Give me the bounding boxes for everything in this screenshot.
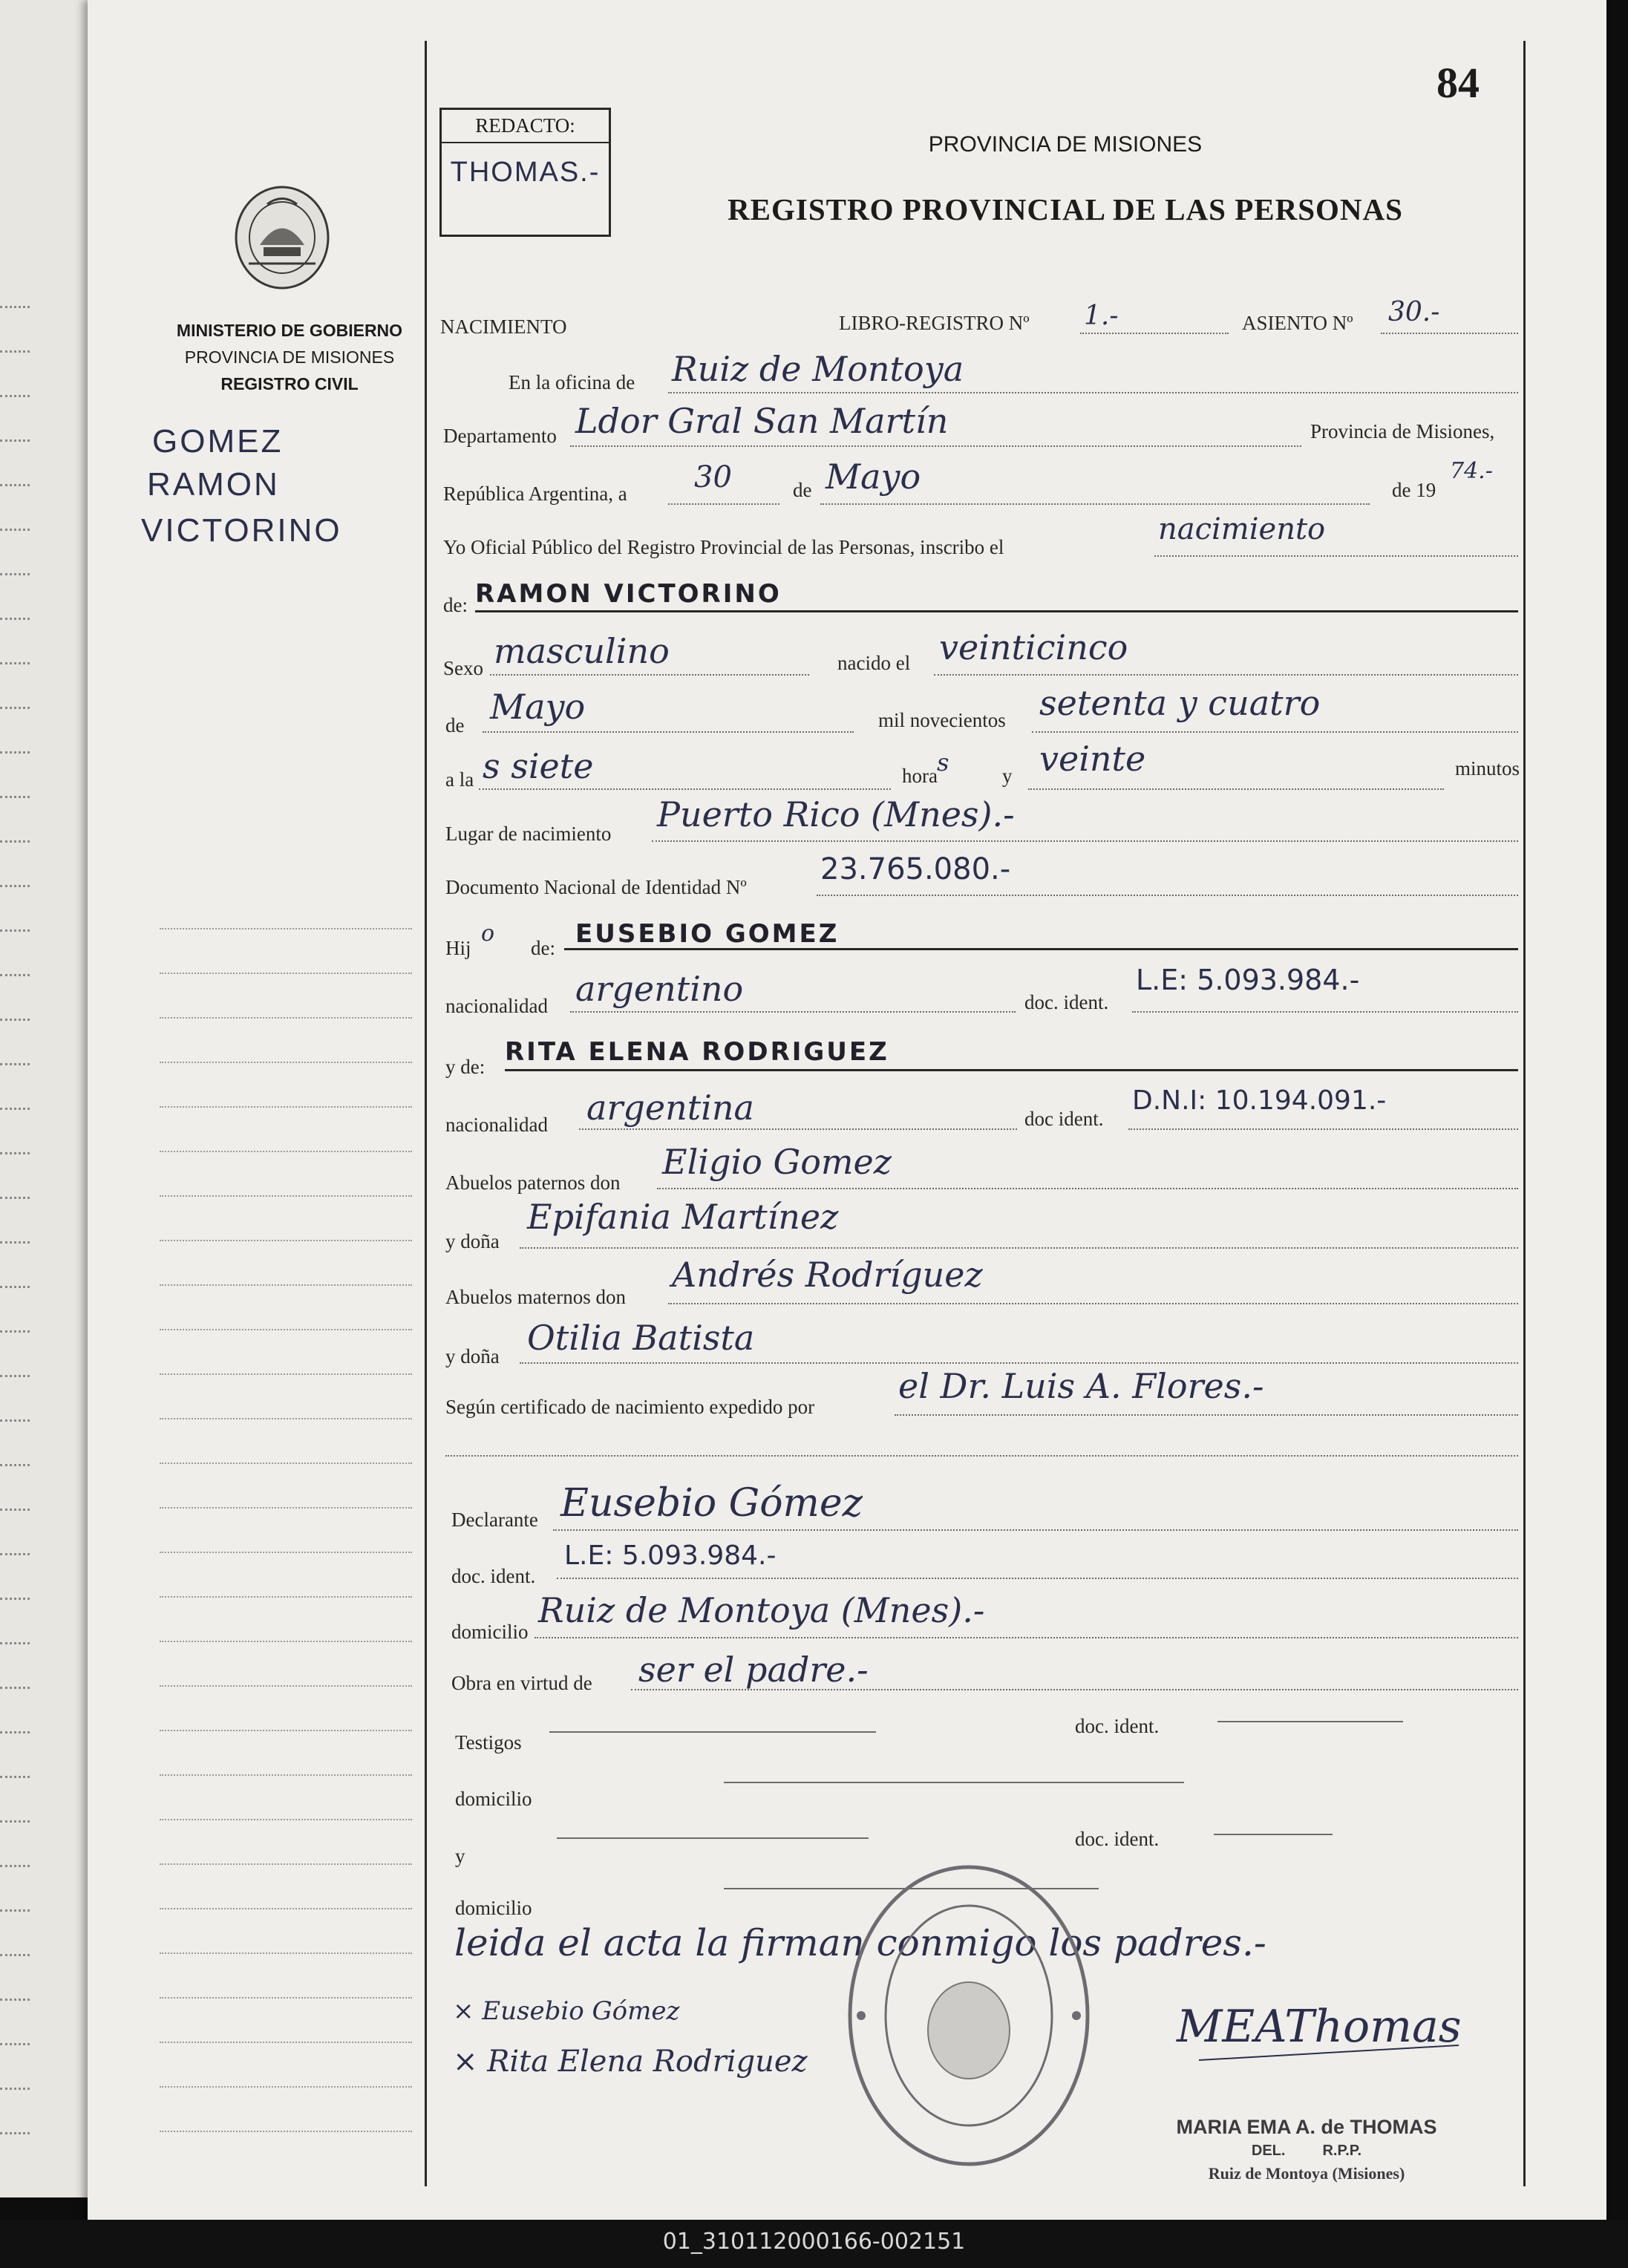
official-place: Ruiz de Montoya (Misiones): [1208, 2164, 1405, 2183]
official-role: DEL. R.P.P.: [1251, 2143, 1362, 2159]
form-right-border: [1523, 41, 1526, 2186]
nombre-line: [475, 610, 1518, 612]
doc1-value: L.E: 5.093.984.-: [1136, 964, 1360, 996]
redacto-box: [439, 108, 611, 237]
mes-line: [820, 503, 1370, 505]
svg-text:× Eusebio Gómez: × Eusebio Gómez: [453, 1996, 680, 2026]
mes2-value: Mayo: [490, 687, 586, 727]
anio-letras-line: [1032, 731, 1518, 733]
certificado-line: [895, 1414, 1518, 1416]
nac2-label: nacionalidad: [445, 1114, 548, 1136]
domicilio2-line: [724, 1782, 1184, 1783]
nac2-value: argentina: [586, 1088, 754, 1128]
asiento-line: [1381, 333, 1518, 334]
father-signature: [453, 1990, 680, 2038]
abuelos-mat-label: Abuelos maternos don: [445, 1286, 626, 1308]
redacto-label: REDACTO:: [442, 114, 609, 143]
ministry-line-1: MINISTERIO DE GOBIERNO: [176, 321, 403, 340]
nac2-line: [579, 1128, 1017, 1130]
oficina-label: En la oficina de: [509, 371, 635, 393]
obra-label: Obra en virtud de: [451, 1672, 592, 1694]
lugar-value: Puerto Rico (Mnes).-: [657, 794, 1015, 834]
oficial-text: Yo Oficial Público del Registro Provincial de las Personas, inscribo el: [443, 536, 1004, 558]
doc5-line: [1214, 1834, 1333, 1835]
libro-line: [1080, 333, 1229, 334]
nac1-line: [570, 1011, 1016, 1013]
declarante-label: Declarante: [451, 1509, 538, 1531]
abuelo-pat-line: [657, 1188, 1518, 1189]
certificado-value: el Dr. Luis A. Flores.-: [898, 1366, 1264, 1406]
doc3-value: L.E: 5.093.984.-: [564, 1540, 777, 1571]
horas-label: hora: [902, 765, 938, 787]
ministry-line-2: PROVINCIA DE MISIONES: [184, 347, 395, 367]
nac1-value: argentino: [575, 969, 744, 1009]
dia-line: [668, 503, 779, 505]
sexo-value: masculino: [494, 631, 670, 671]
departamento-value: Ldor Gral San Martín: [575, 401, 949, 441]
official-signature: [1177, 1990, 1488, 2075]
domicilio2-label: domicilio: [455, 1788, 532, 1810]
de-nombre-label: de:: [443, 594, 468, 616]
ministry-line-3: REGISTRO CIVIL: [220, 374, 359, 393]
hora-value: s siete: [483, 746, 594, 786]
minutos-label: minutos: [1455, 757, 1520, 780]
hijo-label: Hij: [445, 937, 471, 959]
oficina-line: [668, 392, 1518, 393]
dni-value: 23.765.080.-: [820, 852, 1011, 886]
official-name: MARIA EMA A. de THOMAS: [1176, 2116, 1437, 2138]
abuelo-pat-value: Eligio Gomez: [662, 1142, 892, 1182]
leida-note: leida el acta la firman conmigo los padres.-: [454, 1921, 1266, 1964]
lugar-label: Lugar de nacimiento: [445, 823, 612, 845]
doc5-label: doc. ident.: [1075, 1828, 1160, 1850]
abuelo-mat-value: Andrés Rodríguez: [672, 1255, 983, 1295]
margin-name-second: VICTORINO: [141, 512, 342, 549]
asiento-label: ASIENTO Nº: [1242, 312, 1353, 334]
official-stamp: [843, 1860, 1095, 2171]
obra-value: ser el padre.-: [638, 1650, 869, 1690]
record-type-label: NACIMIENTO: [440, 316, 567, 338]
anio-label: de 19: [1392, 479, 1436, 501]
abuela-pat-line: [520, 1247, 1518, 1249]
lugar-line: [652, 840, 1518, 842]
hijo-suffix: o: [481, 921, 495, 947]
doc1-label: doc. ident.: [1024, 991, 1109, 1013]
abuela-pat-value: Epifania Martínez: [527, 1197, 839, 1237]
dni-label: Documento Nacional de Identidad Nº: [445, 876, 747, 898]
testigos-label: Testigos: [455, 1731, 522, 1754]
sexo-label: Sexo: [443, 657, 483, 679]
asiento-value: 30.-: [1388, 297, 1440, 327]
republica-label: República Argentina, a: [443, 483, 627, 505]
nacido-label: nacido el: [837, 652, 911, 674]
domicilio3-label: domicilio: [455, 1897, 532, 1919]
y-dona1-label: y doña: [445, 1230, 500, 1252]
anio-value: 74.-: [1450, 458, 1493, 484]
nacido-value: veinticinco: [939, 627, 1128, 667]
abuela-mat-value: Otilia Batista: [527, 1318, 755, 1358]
domicilio-line: [535, 1637, 1518, 1638]
testigos-line: [549, 1731, 876, 1733]
doc1-line: [1132, 1011, 1518, 1013]
doc2-value: D.N.I: 10.194.091.-: [1132, 1085, 1387, 1116]
padre-value: EUSEBIO GOMEZ: [575, 919, 840, 949]
page-number: 84: [1436, 59, 1480, 107]
svg-text:MEAThomas: MEAThomas: [1177, 2001, 1462, 2053]
abuelo-mat-line: [668, 1303, 1518, 1304]
hora-line: [479, 788, 891, 790]
libro-value: 1.-: [1084, 301, 1119, 331]
redacto-value: THOMAS.-: [450, 157, 601, 188]
de-label: de: [793, 479, 812, 501]
domicilio-label: domicilio: [451, 1621, 529, 1643]
form-left-border: [425, 41, 427, 2186]
mother-signature: [453, 2038, 808, 2094]
nacido-line: [934, 674, 1518, 676]
doc2-label: doc ident.: [1024, 1108, 1104, 1130]
doc2-line: [1128, 1128, 1518, 1130]
registry-heading: REGISTRO PROVINCIAL DE LAS PERSONAS: [728, 192, 1403, 226]
dia-value: 30: [694, 460, 732, 494]
image-identifier: 01_310112000166-002151: [662, 2229, 966, 2255]
madre-line: [505, 1069, 1518, 1071]
acto-line: [1154, 555, 1518, 557]
mil-label: mil novecientos: [878, 709, 1006, 731]
y2-line: [557, 1837, 869, 1839]
doc4-label: doc. ident.: [1075, 1715, 1160, 1737]
doc4-line: [1217, 1721, 1403, 1722]
provincia-label: Provincia de Misiones,: [1310, 420, 1495, 442]
certificado-line-2: [445, 1455, 1518, 1457]
de2-label: de: [445, 714, 465, 736]
madre-value: RITA ELENA RODRIGUEZ: [505, 1037, 889, 1067]
svg-text:× Rita Elena Rodriguez: × Rita Elena Rodriguez: [453, 2045, 808, 2079]
declarante-value: Eusebio Gómez: [560, 1481, 863, 1526]
obra-line: [631, 1689, 1518, 1690]
mes-value: Mayo: [826, 457, 921, 497]
y-de-label: y de:: [445, 1056, 486, 1078]
abuela-mat-line: [520, 1362, 1518, 1364]
sexo-line: [490, 674, 809, 676]
departamento-line: [570, 445, 1301, 447]
oficina-value: Ruiz de Montoya: [672, 349, 964, 389]
domicilio-value: Ruiz de Montoya (Mnes).-: [538, 1590, 985, 1630]
a-las-label: a la: [445, 768, 474, 791]
acto-value: nacimiento: [1158, 512, 1326, 546]
libro-label: LIBRO-REGISTRO Nº: [839, 312, 1030, 334]
departamento-label: Departamento: [443, 425, 557, 447]
y-label: y: [1002, 765, 1013, 787]
certificado-label: Según certificado de nacimiento expedido por: [445, 1396, 815, 1418]
horas-suffix: s: [937, 748, 949, 777]
mes2-line: [483, 731, 854, 733]
hijo-de-label: de:: [531, 937, 555, 959]
y2-label: y: [455, 1845, 465, 1867]
nombre-value: RAMON VICTORINO: [475, 579, 782, 609]
anio-letras-value: setenta y cuatro: [1039, 683, 1321, 723]
margin-name-first: RAMON: [147, 466, 280, 503]
y-dona2-label: y doña: [445, 1345, 500, 1367]
doc3-line: [557, 1578, 1518, 1579]
province-heading: PROVINCIA DE MISIONES: [928, 132, 1203, 157]
margin-name-surname: GOMEZ: [152, 423, 284, 460]
nac1-label: nacionalidad: [445, 995, 548, 1017]
doc3-label: doc. ident.: [451, 1565, 536, 1587]
minutos-line: [1028, 788, 1444, 790]
minutos-value: veinte: [1039, 739, 1146, 779]
dni-line: [817, 895, 1518, 896]
padre-line: [564, 948, 1518, 950]
abuelos-pat-label: Abuelos paternos don: [445, 1171, 621, 1194]
declarante-line: [553, 1529, 1518, 1531]
provincial-seal: [223, 182, 341, 293]
